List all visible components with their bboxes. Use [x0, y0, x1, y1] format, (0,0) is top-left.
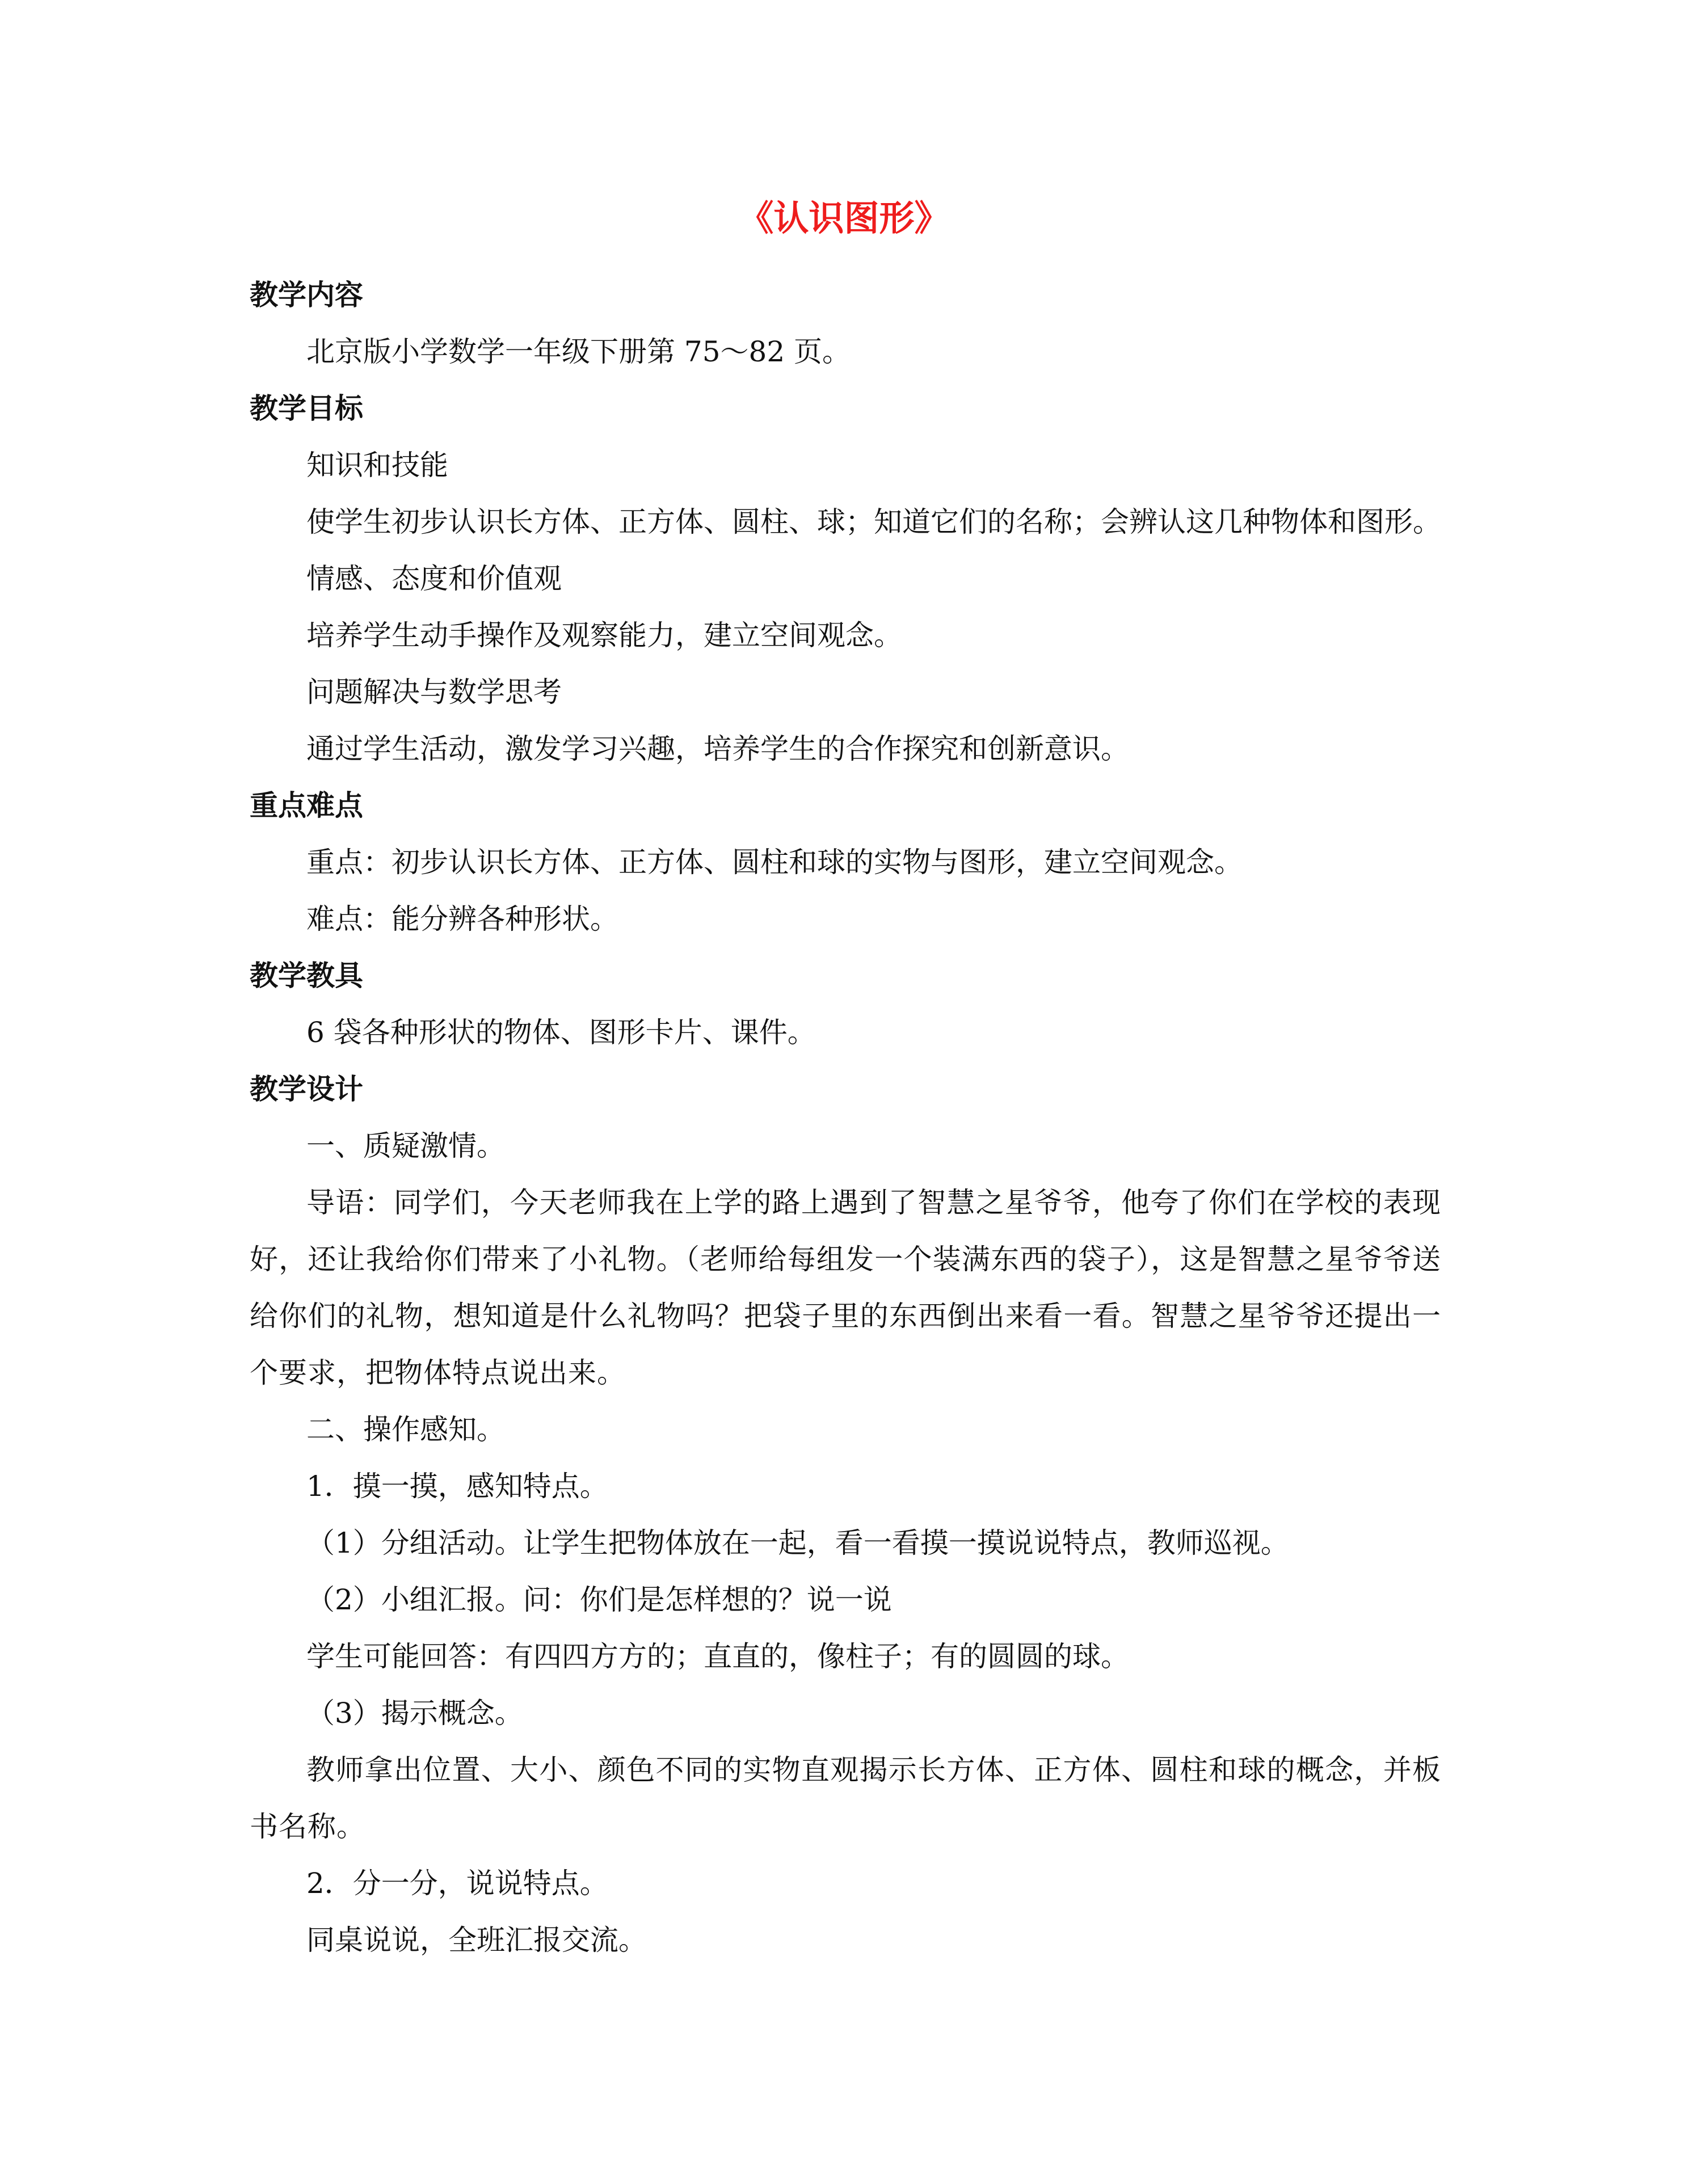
section-heading: 教学内容 [250, 279, 363, 311]
body-line: 问题解决与数学思考 [306, 676, 562, 709]
section-heading: 教学设计 [250, 1073, 363, 1106]
body-line: 学生可能回答：有四四方方的；直直的，像柱子；有的圆圆的球。 [306, 1640, 1129, 1673]
section-heading: 重点难点 [250, 789, 363, 822]
section-heading: 教学目标 [250, 392, 363, 425]
body-line: （2）小组汇报。问：你们是怎样想的？说一说 [306, 1583, 892, 1616]
body-line: 1．摸一摸，感知特点。 [306, 1470, 608, 1503]
section-heading: 教学教具 [250, 959, 363, 992]
body-line: 6 袋各种形状的物体、图形卡片、课件。 [306, 1016, 816, 1049]
body-line: 2．分一分，说说特点。 [306, 1867, 608, 1900]
body-line: 重点：初步认识长方体、正方体、圆柱和球的实物与图形，建立空间观念。 [306, 846, 1243, 879]
body-line: 同桌说说，全班汇报交流。 [306, 1924, 647, 1957]
body-line: 难点：能分辨各种形状。 [306, 903, 618, 935]
document-body [250, 267, 1441, 1968]
body-line: 一、质疑激情。 [306, 1129, 505, 1162]
body-line: （1）分组活动。让学生把物体放在一起，看一看摸一摸说说特点，教师巡视。 [306, 1527, 1289, 1559]
body-paragraph: 教师拿出位置、大小、颜色不同的实物直观揭示长方体、正方体、圆柱和球的概念，并板书名称。 [250, 1753, 1441, 1843]
body-line: 二、操作感知。 [306, 1413, 505, 1446]
body-line: 知识和技能 [306, 449, 448, 482]
body-line: （3）揭示概念。 [306, 1697, 523, 1730]
body-line: 通过学生活动，激发学习兴趣，培养学生的合作探究和创新意识。 [306, 732, 1129, 765]
document-title: 《认识图形》 [738, 197, 950, 239]
body-line: 培养学生动手操作及观察能力，建立空间观念。 [306, 619, 902, 652]
body-line: 北京版小学数学一年级下册第 75～82 页。 [306, 335, 851, 368]
body-line: 情感、态度和价值观 [306, 562, 562, 595]
body-line: 使学生初步认识长方体、正方体、圆柱、球；知道它们的名称；会辨认这几种物体和图形。 [306, 505, 1441, 538]
body-paragraph: 导语：同学们，今天老师我在上学的路上遇到了智慧之星爷爷，他夸了你们在学校的表现好，还让我给你们带来了小礼物。（老师给每组发一个装满东西的袋子），这是智慧之星爷爷送给你们的礼物，想知道是什么礼物吗？把袋子里的东西倒出来看一看。智慧之星爷爷还提出一个要求，把物体特点说出来。 [250, 1186, 1441, 1389]
